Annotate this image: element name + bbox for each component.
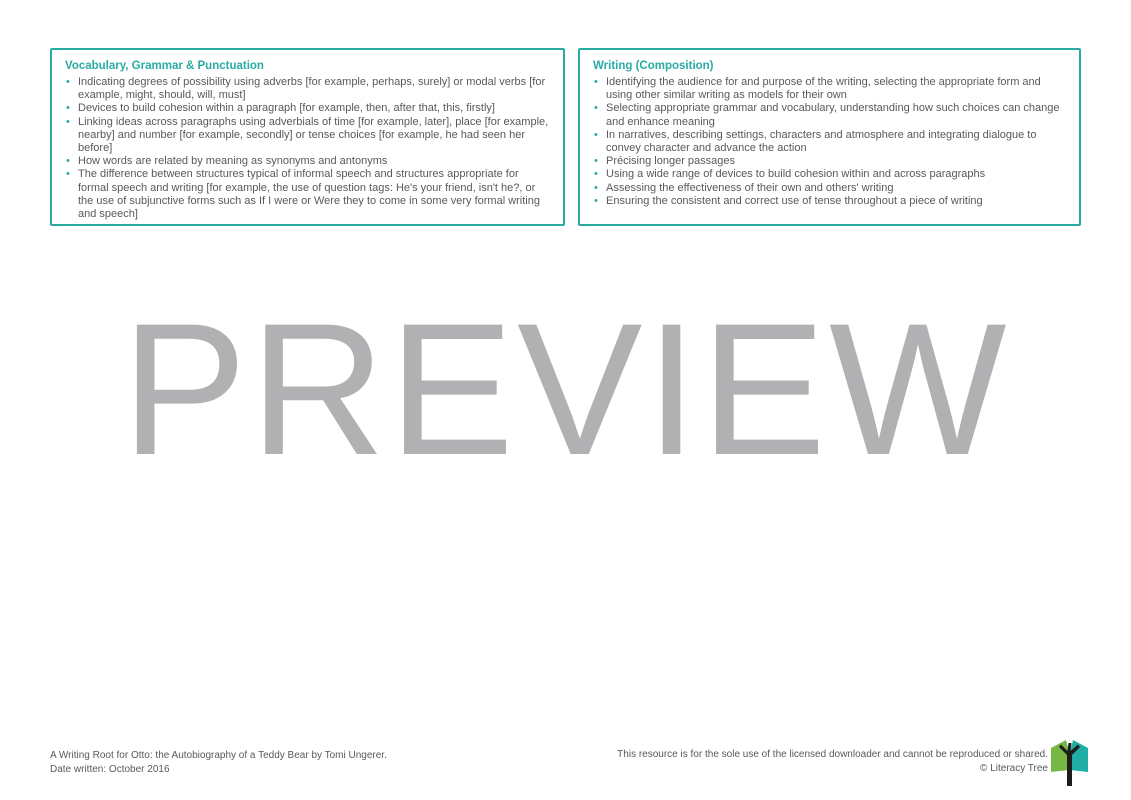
bullet-item: • Linking ideas across paragraphs using adverbials of time [for example, later], place [for example, nearby] and number [for example, secondly] or tense choices [for example, he had seen her before] [65,116,551,156]
bullet-item: • Assessing the effectiveness of their own and others' writing [593,182,1067,195]
writing-box-title: Writing (Composition) [593,60,714,72]
preview-watermark: PREVIEW [121,284,1010,494]
writing-composition-box [578,48,1081,226]
footer-resource-title: A Writing Root for Otto: the Autobiography of a Teddy Bear by Tomi Ungerer. [50,750,387,761]
bullet-item: • Indicating degrees of possibility using adverbs [for example, perhaps, surely] or modal verbs [for example, might, should, will, must] [65,76,551,102]
bullet-item: • Ensuring the consistent and correct use of tense throughout a piece of writing [593,195,1067,208]
footer-date-written: Date written: October 2016 [50,763,170,775]
footer-resource-info [50,749,387,776]
bullet-item: • Identifying the audience for and purpose of the writing, selecting the appropriate form and using other similar writing as models for their own [593,76,1067,102]
vocabulary-grammar-punctuation-box [50,48,565,226]
footer-license-notice [617,748,1048,775]
bullet-item: • Devices to build cohesion within a paragraph [for example, then, after that, this, firstly] [65,102,551,115]
bullet-item: • How words are related by meaning as synonyms and antonyms [65,155,551,168]
logo-right-leaf [1070,740,1088,772]
bullet-item: • Using a wide range of devices to build cohesion within and across paragraphs [593,168,1067,181]
literacy-tree-logo [1050,739,1090,787]
bullet-item: • In narratives, describing settings, characters and atmosphere and integrating dialogue to convey character and advance the action [593,129,1067,155]
bullet-item: • Selecting appropriate grammar and vocabulary, understanding how such choices can change and enhance meaning [593,102,1067,128]
logo-left-leaf [1051,740,1069,772]
footer-copyright: © Literacy Tree [980,762,1048,774]
vocabulary-bullet-list [65,76,551,221]
literacy-tree-logo-icon [1050,739,1090,787]
footer-license-text: This resource is for the sole use of the licensed downloader and cannot be reproduced or shared. [617,749,1048,760]
vocabulary-box-title: Vocabulary, Grammar & Punctuation [65,60,264,72]
writing-bullet-list [593,76,1067,208]
bullet-item: • Précising longer passages [593,155,1067,168]
bullet-item: • The difference between structures typical of informal speech and structures appropriate for formal speech and writing [for example, the use of question tags: He's your friend, isn't he?, or the use of subjunctive forms such as If I were or Were they to come in some very formal writing and speech] [65,168,551,221]
